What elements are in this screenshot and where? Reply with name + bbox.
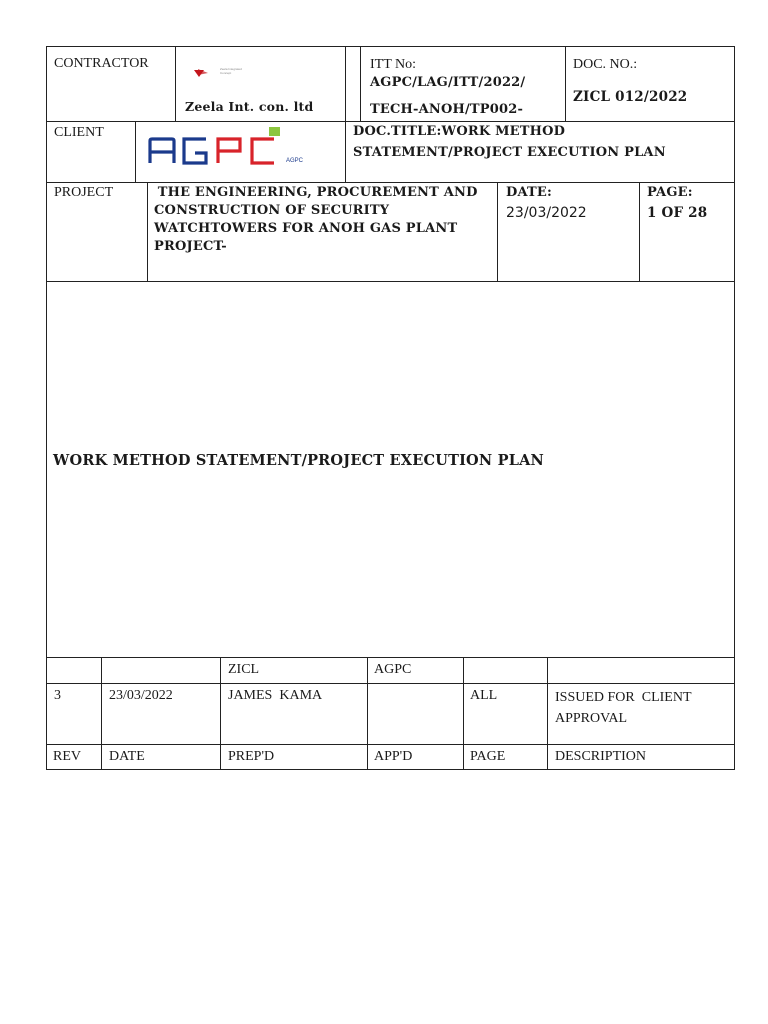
date-label: DATE: [506, 185, 553, 200]
rev-head-prepd [220, 744, 368, 770]
date-value: 23/03/2022 [506, 205, 587, 221]
project-label-cell [46, 182, 148, 282]
rev-page: ALL [470, 688, 498, 703]
contractor-name: Zeela Int. con. ltd [185, 99, 314, 114]
rev-data-page [463, 683, 548, 745]
project-line2: CONSTRUCTION OF SECURITY [154, 203, 390, 218]
doc-title-line2: STATEMENT/PROJECT EXECUTION PLAN [353, 145, 666, 160]
rev-head-rev [46, 744, 102, 770]
client-label: CLIENT [54, 125, 104, 140]
agpc-logo-icon [148, 127, 288, 167]
docno-cell [565, 46, 735, 122]
date-cell [497, 182, 640, 282]
rev-number: 3 [54, 688, 61, 703]
rev-data-date [101, 683, 221, 745]
rev-data-appd [367, 683, 464, 745]
project-label: PROJECT [54, 185, 114, 200]
project-line3: WATCHTOWERS FOR ANOH GAS PLANT [154, 221, 458, 236]
agpc-logo-text: AGPC [286, 158, 304, 164]
itt-value-cell [360, 46, 566, 122]
rev-head-description-label: DESCRIPTION [555, 749, 647, 764]
page-value: 1 OF 28 [647, 205, 708, 221]
rev-data-description [547, 683, 735, 745]
client-logo-cell [135, 121, 346, 183]
project-title-cell [147, 182, 498, 282]
rev-head-prepd-label: PREP'D [228, 749, 275, 764]
rev-head-rev-label: REV [53, 749, 81, 764]
page-cell [639, 182, 735, 282]
itt-label: ITT No: [370, 57, 417, 72]
rev-head-page [463, 744, 548, 770]
rev-top-cell-3 [220, 657, 368, 684]
contractor-label: CONTRACTOR [54, 56, 149, 71]
rev-head-page-label: PAGE [470, 749, 506, 764]
docno-value: ZICL 012/2022 [573, 89, 688, 105]
rev-top-cell-5 [463, 657, 548, 684]
client-label-cell [46, 121, 136, 183]
rev-date: 23/03/2022 [109, 688, 173, 703]
rev-head-date-label: DATE [109, 749, 145, 764]
rev-head-appd-label: APP'D [374, 749, 413, 764]
project-line4: PROJECT- [154, 239, 227, 254]
doc-title-line1: DOC.TITLE:WORK METHOD [353, 124, 566, 139]
itt-line2: TECH-ANOH/TP002- [370, 102, 524, 117]
project-line1: THE ENGINEERING, PROCUREMENT AND [153, 185, 478, 200]
rev-top-cell-4 [367, 657, 464, 684]
contractor-label-cell [46, 46, 176, 122]
rev-head-date [101, 744, 221, 770]
contractor-logo-cell [175, 46, 346, 122]
itt-line1: AGPC/LAG/ITT/2022/ [370, 75, 526, 90]
rev-head-description [547, 744, 735, 770]
rev-top-cell-2 [101, 657, 221, 684]
title-area [46, 281, 735, 658]
docno-label: DOC. NO.: [573, 57, 638, 72]
itt-cell [345, 46, 361, 122]
zeela-logo-text: Zeela Integrated Concept [220, 67, 242, 75]
page-label: PAGE: [647, 185, 693, 200]
rev-top-zicl: ZICL [228, 662, 260, 677]
rev-head-appd [367, 744, 464, 770]
doc-title-cell [345, 121, 735, 183]
main-title: WORK METHOD STATEMENT/PROJECT EXECUTION PLAN [53, 452, 544, 469]
rev-data-prepd [220, 683, 368, 745]
rev-top-agpc: AGPC [374, 662, 412, 677]
rev-prepd: JAMES KAMA [228, 688, 323, 703]
rev-description: ISSUED FOR CLIENT APPROVAL [555, 690, 694, 726]
rev-top-cell-6 [547, 657, 735, 684]
rev-top-cell-1 [46, 657, 102, 684]
rev-data-rev [46, 683, 102, 745]
